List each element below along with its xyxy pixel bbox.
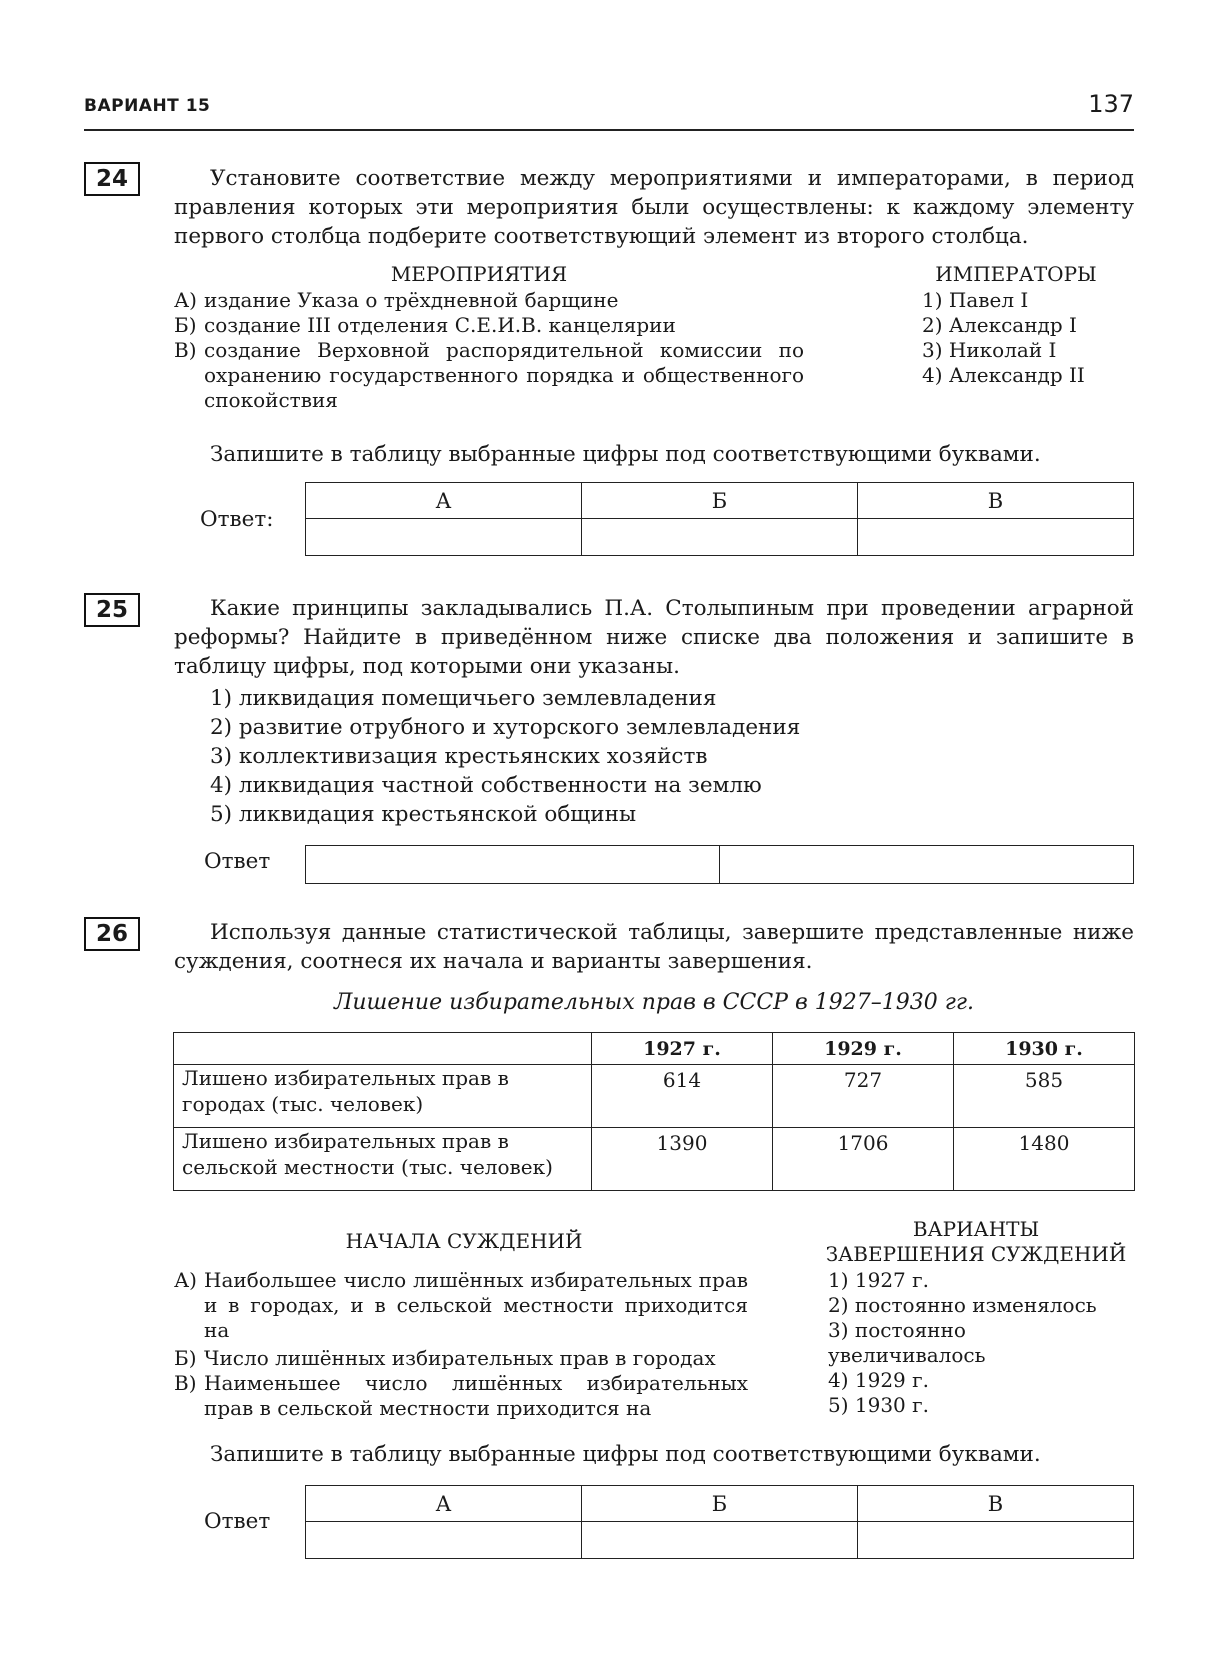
answer-cell-a[interactable]	[306, 1522, 582, 1559]
answer-header-c: В	[858, 1486, 1134, 1522]
beginning-c	[174, 1371, 748, 1421]
ending-5: 5) 1930 г.	[828, 1393, 929, 1417]
endings-title-line1: ВАРИАНТЫ	[912, 1217, 1040, 1241]
event-c	[174, 338, 804, 413]
page-number: 137	[1088, 90, 1134, 118]
year-header: 1929 г.	[773, 1033, 954, 1065]
question-25-text: Какие принципы закладывались П.А. Столыпиным при проведении аграрной реформы? Найдите в приведённом ниже списке два положения и запишите в таблицу цифры, под которыми они указаны.	[174, 596, 1134, 679]
question-24-instruction: Запишите в таблицу выбранные цифры под соответствующими буквами.	[210, 442, 1041, 467]
answer-header-a: А	[306, 483, 582, 519]
option-1: 1) ликвидация помещичьего землевладения	[210, 686, 717, 711]
beginning-c-letter: В)	[174, 1371, 197, 1395]
event-b-text: создание III отделения С.Е.И.В. канцелярии	[204, 313, 676, 337]
statistics-table	[173, 1032, 1135, 1191]
variant-label: ВАРИАНТ 15	[84, 96, 211, 116]
ending-3: 3) постоянно увеличивалось	[828, 1318, 986, 1367]
ending-4: 4) 1929 г.	[828, 1368, 929, 1392]
question-26-answer-table	[305, 1485, 1134, 1559]
answer-cell-b[interactable]	[582, 519, 858, 556]
table-cell: 1706	[773, 1128, 954, 1191]
answer-cell-c[interactable]	[858, 519, 1134, 556]
beginnings-title: НАЧАЛА СУЖДЕНИЙ	[345, 1229, 583, 1253]
year-header: 1927 г.	[592, 1033, 773, 1065]
ending-2: 2) постоянно изменялось	[828, 1293, 1097, 1317]
table-cell: 727	[773, 1065, 954, 1128]
event-c-letter: В)	[174, 338, 197, 362]
question-24-answer-label: Ответ:	[200, 507, 274, 532]
row-label-rural: Лишено избирательных прав в сельской местности (тыс. человек)	[174, 1128, 592, 1191]
events-column-title: МЕРОПРИЯТИЯ	[390, 262, 568, 286]
table-caption: Лишение избирательных прав в СССР в 1927–1930 гг.	[334, 990, 974, 1015]
beginning-a-text: Наибольшее число лишённых избирательных прав и в городах, и в сельской местности приходится на	[204, 1268, 748, 1342]
question-26-instruction: Запишите в таблицу выбранные цифры под соответствующими буквами.	[210, 1442, 1041, 1467]
question-26-text: Используя данные статистической таблицы, завершите представленные ниже суждения, соотнеся их начала и варианты завершения.	[174, 920, 1134, 974]
answer-cell-b[interactable]	[582, 1522, 858, 1559]
beginning-b-letter: Б)	[174, 1346, 197, 1370]
answer-cell-c[interactable]	[858, 1522, 1134, 1559]
question-24-number: 24	[84, 162, 140, 196]
event-b-letter: Б)	[174, 313, 197, 337]
question-26-number: 26	[84, 917, 140, 951]
emperor-2: 2) Александр I	[922, 313, 1077, 337]
question-26-answer-label: Ответ	[204, 1509, 271, 1534]
event-c-text: создание Верховной распорядительной комиссии по охранению государственного порядка и общественного спокойствия	[204, 338, 804, 412]
row-label-cities: Лишено избирательных прав в городах (тыс. человек)	[174, 1065, 592, 1128]
question-25-answer-label: Ответ	[204, 849, 271, 874]
question-25-answer-table	[305, 845, 1134, 884]
answer-cell-1[interactable]	[306, 846, 720, 884]
beginning-a-letter: А)	[174, 1268, 197, 1292]
answer-cell-2[interactable]	[720, 846, 1134, 884]
year-header: 1930 г.	[954, 1033, 1135, 1065]
option-5: 5) ликвидация крестьянской общины	[210, 802, 637, 827]
header-divider	[84, 129, 1134, 131]
emperor-4: 4) Александр II	[922, 363, 1085, 387]
beginning-b-text: Число лишённых избирательных прав в городах	[204, 1346, 716, 1370]
emperors-column-title: ИМПЕРАТОРЫ	[935, 262, 1097, 286]
event-a-letter: А)	[174, 288, 197, 312]
answer-header-a: А	[306, 1486, 582, 1522]
option-4: 4) ликвидация частной собственности на землю	[210, 773, 762, 798]
answer-cell-a[interactable]	[306, 519, 582, 556]
answer-header-c: В	[858, 483, 1134, 519]
beginning-c-text: Наименьшее число лишённых избирательных прав в сельской местности приходится на	[204, 1371, 748, 1420]
question-24-answer-table	[305, 482, 1134, 556]
question-24-text: Установите соответствие между мероприятиями и императорами, в период правления которых эти мероприятия были осуществлены: к каждому элементу первого столбца подберите соответствующий элемент из второго столбца.	[174, 166, 1134, 249]
option-3: 3) коллективизация крестьянских хозяйств	[210, 744, 708, 769]
beginning-a	[174, 1268, 748, 1343]
table-cell: 614	[592, 1065, 773, 1128]
emperor-3: 3) Николай I	[922, 338, 1057, 362]
table-cell: 1480	[954, 1128, 1135, 1191]
question-25-number: 25	[84, 593, 140, 627]
event-a	[174, 288, 804, 313]
event-a-text: издание Указа о трёхдневной барщине	[204, 288, 619, 312]
endings-title-line2: ЗАВЕРШЕНИЯ СУЖДЕНИЙ	[825, 1242, 1127, 1266]
table-cell: 1390	[592, 1128, 773, 1191]
event-b	[174, 313, 804, 338]
beginning-b	[174, 1346, 748, 1371]
answer-header-b: Б	[582, 1486, 858, 1522]
emperor-1: 1) Павел I	[922, 288, 1029, 312]
option-2: 2) развитие отрубного и хуторского землевладения	[210, 715, 801, 740]
table-corner-cell	[174, 1033, 592, 1065]
ending-1: 1) 1927 г.	[828, 1268, 929, 1292]
answer-header-b: Б	[582, 483, 858, 519]
table-cell: 585	[954, 1065, 1135, 1128]
